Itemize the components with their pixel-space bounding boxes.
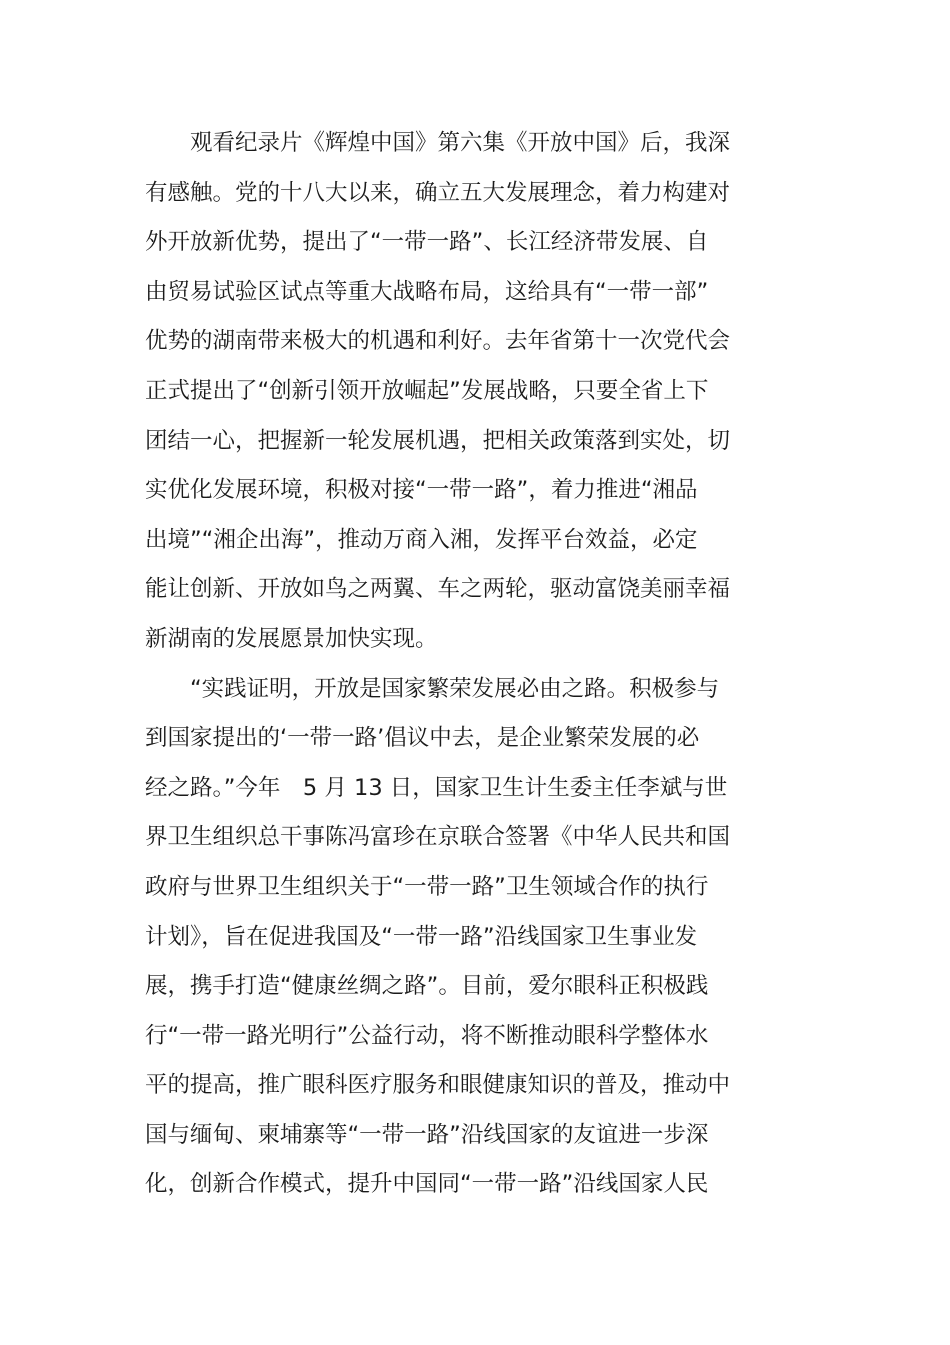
- text-line: 到国家提出的‘一带一路’倡议中去，是企业繁荣发展的必: [145, 725, 700, 752]
- text-line: 有感触。党的十八大以来，确立五大发展理念，着力构建对: [145, 179, 731, 206]
- text-line: 优势的湖南带来极大的机遇和利好。去年省第十一次党代会: [145, 328, 731, 355]
- body-text: [145, 119, 785, 1210]
- text-line: 政府与世界卫生组织关于“一带一路”卫生领域合作的执行: [145, 873, 709, 900]
- text-line: 正式提出了“创新引领开放崛起”发展战略，只要全省上下: [145, 377, 709, 404]
- text-line: 国与缅甸、柬埔寨等“一带一路”沿线国家的友谊进一步深: [145, 1121, 709, 1148]
- text-line: 界卫生组织总干事陈冯富珍在京联合签署《中华人民共和国: [145, 824, 731, 851]
- text-line: 由贸易试验区试点等重大战略布局，这给具有“一带一部”: [145, 278, 709, 305]
- text-line: 实优化发展环境，积极对接“一带一路”，着力推进“湘品: [145, 477, 698, 504]
- text-line: 观看纪录片《辉煌中国》第六集《开放中国》后，我深: [145, 130, 731, 156]
- text-line: 计划》，旨在促进我国及“一带一路”沿线国家卫生事业发: [145, 923, 698, 950]
- text-line: 经之路。”今年 5 月 13 日，国家卫生计生委主任李斌与世: [145, 774, 728, 801]
- text-line: 团结一心，把握新一轮发展机遇，把相关政策落到实处，切: [145, 427, 731, 454]
- text-line: 平的提高，推广眼科医疗服务和眼健康知识的普及，推动中: [145, 1072, 731, 1099]
- text-line: 行“一带一路光明行”公益行动，将不断推动眼科学整体水: [145, 1022, 709, 1049]
- text-line: 能让创新、开放如鸟之两翼、车之两轮，驱动富饶美丽幸福: [145, 576, 731, 603]
- text-line: 新湖南的发展愿景加快实现。: [145, 625, 438, 652]
- text-line: 外开放新优势，提出了“一带一路”、长江经济带发展、自: [145, 229, 709, 256]
- text-line: 出境”“湘企出海”，推动万商入湘，发挥平台效益，必定: [145, 526, 698, 553]
- text-line: 化，创新合作模式，提升中国同“一带一路”沿线国家人民: [145, 1171, 709, 1198]
- text-line: 展，携手打造“健康丝绸之路”。目前，爱尔眼科正积极践: [145, 973, 709, 1000]
- text-line: “实践证明，开放是国家繁荣发展必由之路。积极参与: [145, 675, 720, 702]
